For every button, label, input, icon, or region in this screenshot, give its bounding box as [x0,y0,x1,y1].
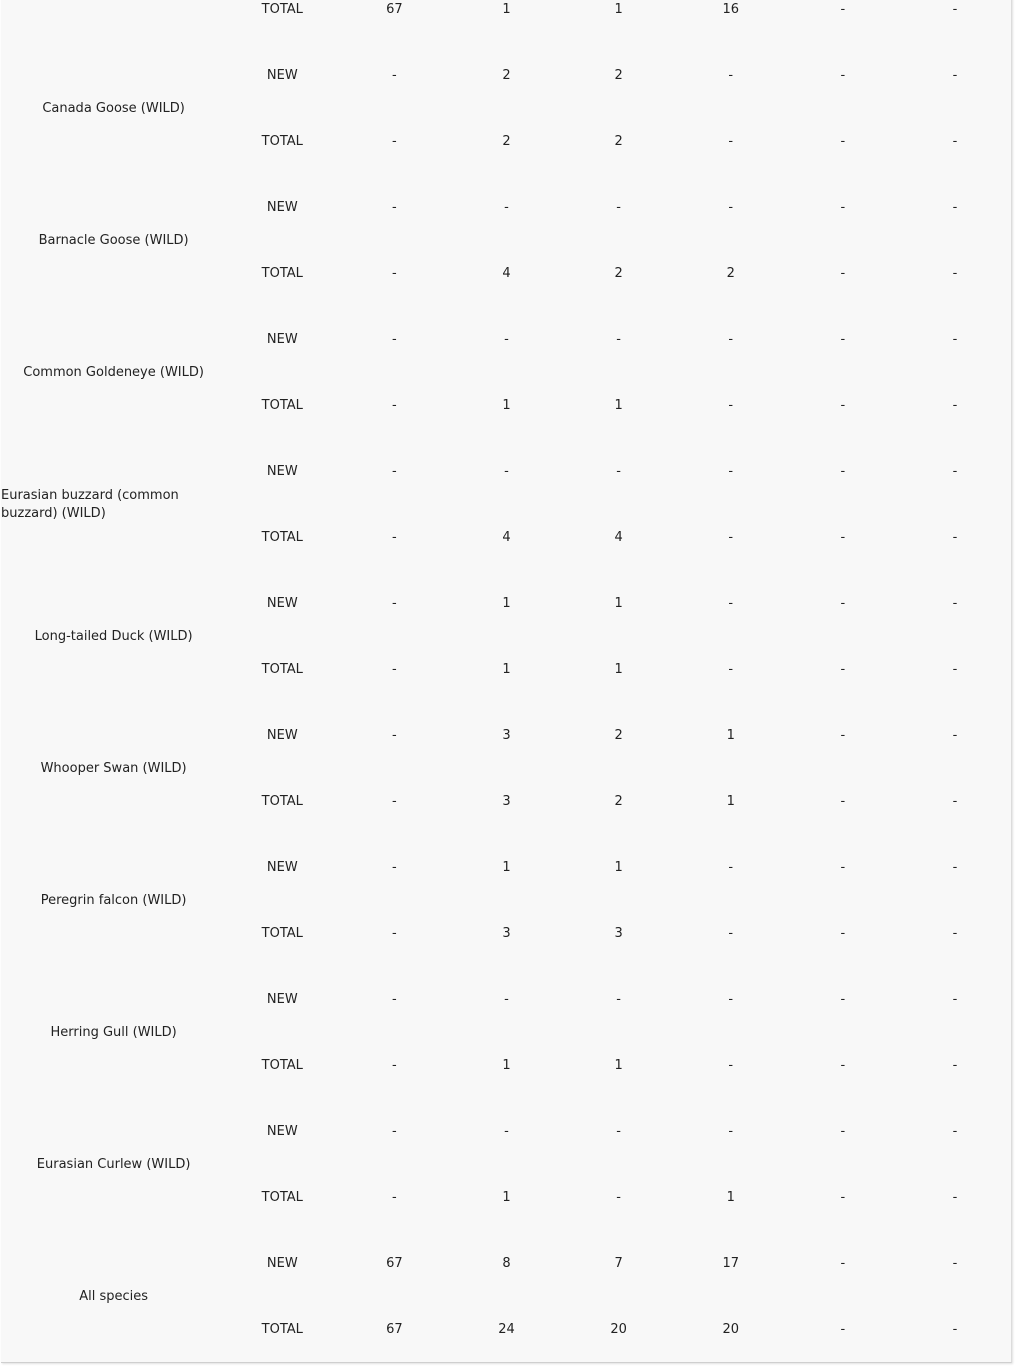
count-cell: 16 [722,2,739,17]
count-cell: - [392,530,397,545]
count-cell: - [616,1190,621,1205]
count-type-label: NEW [266,332,298,347]
table-row [1,835,1011,901]
count-cell: - [392,662,397,677]
count-cell: - [728,662,734,677]
count-cell: - [728,1058,734,1073]
count-cell: 1 [502,1058,511,1073]
table-row [1,0,1011,43]
count-cell: 1 [502,860,511,875]
count-cell: - [728,530,734,545]
count-type-label: TOTAL [261,398,303,413]
species-name: Eurasian Curlew (WILD) [36,1157,191,1172]
count-cell: - [392,1190,397,1205]
count-cell: - [952,1322,958,1337]
count-cell: - [728,992,734,1007]
count-cell: - [840,68,846,83]
count-cell: - [840,1190,846,1205]
count-cell: - [952,794,958,809]
count-cell: - [392,992,397,1007]
count-cell: - [952,1058,958,1073]
count-cell: 1 [502,1190,511,1205]
count-cell: - [392,1124,397,1139]
count-cell: - [840,134,846,149]
count-cell: 4 [614,530,623,545]
count-type-label: TOTAL [261,2,303,17]
count-cell: - [616,200,621,215]
count-cell: 1 [614,2,623,17]
table-row [1,571,1011,637]
count-cell: - [952,332,958,347]
count-cell: 7 [614,1256,623,1271]
species-name: Barnacle Goose (WILD) [38,233,189,248]
count-type-label: NEW [266,464,298,479]
table-row [1,43,1011,109]
count-cell: 3 [502,926,511,941]
count-cell: 17 [722,1256,739,1271]
species-name: Peregrin falcon (WILD) [40,893,187,908]
count-cell: - [840,1124,846,1139]
table-row [1,439,1011,505]
count-cell: 1 [502,2,511,17]
species-name: Canada Goose (WILD) [42,101,185,116]
count-cell: - [952,530,958,545]
count-cell: - [952,134,958,149]
count-cell: - [952,68,958,83]
count-cell: - [392,728,397,743]
count-cell: - [616,1124,621,1139]
count-cell: 3 [614,926,623,941]
count-cell: - [392,398,397,413]
count-cell: - [952,398,958,413]
count-cell: - [952,926,958,941]
count-cell: 1 [726,794,735,809]
count-cell: - [392,200,397,215]
count-cell: - [952,200,958,215]
species-name: Eurasian buzzard (common buzzard) (WILD) [1,488,179,521]
count-cell: - [728,134,734,149]
count-cell: - [504,200,509,215]
count-type-label: NEW [266,68,298,83]
count-type-label: TOTAL [261,662,303,677]
count-type-label: TOTAL [261,530,303,545]
count-cell: - [392,860,397,875]
table-row [1,1099,1011,1165]
count-cell: - [840,662,846,677]
count-type-label: NEW [266,992,298,1007]
count-cell: - [952,728,958,743]
count-cell: - [392,926,397,941]
count-cell: 3 [502,794,511,809]
count-cell: - [952,992,958,1007]
count-cell: 1 [614,1058,623,1073]
table-row [1,307,1011,373]
count-cell: - [392,1058,397,1073]
count-cell: - [952,1124,958,1139]
count-cell: - [840,992,846,1007]
count-cell: 2 [726,266,735,281]
count-cell: 1 [726,1190,735,1205]
count-cell: 67 [386,2,403,17]
count-cell: 3 [502,728,511,743]
count-cell: - [840,926,846,941]
count-cell: - [392,68,397,83]
count-cell: 2 [502,68,511,83]
count-cell: 4 [502,266,511,281]
count-cell: 67 [386,1322,403,1337]
count-cell: - [504,464,509,479]
count-cell: - [952,464,958,479]
count-type-label: TOTAL [261,266,303,281]
count-cell: - [840,530,846,545]
count-cell: 2 [614,728,623,743]
count-cell: - [392,332,397,347]
species-name: Whooper Swan (WILD) [40,761,187,776]
count-type-label: NEW [266,1124,298,1139]
count-cell: - [616,464,621,479]
count-type-label: NEW [266,1256,298,1271]
count-cell: - [840,398,846,413]
count-cell: 1 [502,596,511,611]
count-cell: - [840,2,846,17]
count-type-label: TOTAL [261,1190,303,1205]
count-cell: 4 [502,530,511,545]
count-cell: - [840,860,846,875]
count-cell: 20 [610,1322,627,1337]
count-cell: 8 [502,1256,511,1271]
count-cell: 1 [614,860,623,875]
count-cell: 2 [502,134,511,149]
table-row [1,175,1011,241]
table-row [1,1231,1011,1297]
count-cell: - [504,992,509,1007]
count-cell: - [392,794,397,809]
count-type-label: TOTAL [261,1058,303,1073]
species-name: Long-tailed Duck (WILD) [34,629,193,644]
count-cell: 1 [614,398,623,413]
count-cell: - [840,596,846,611]
count-cell: - [392,596,397,611]
count-cell: - [952,266,958,281]
count-cell: - [840,464,846,479]
count-cell: - [840,794,846,809]
species-report-table [1,0,1011,1363]
count-cell: - [840,1322,846,1337]
count-cell: - [840,1058,846,1073]
count-cell: 67 [386,1256,403,1271]
count-cell: 1 [614,596,623,611]
count-cell: 2 [614,134,623,149]
table-row [1,703,1011,769]
count-cell: 20 [722,1322,739,1337]
count-cell: - [728,596,734,611]
count-type-label: NEW [266,596,298,611]
count-cell: 2 [614,68,623,83]
count-cell: - [952,662,958,677]
count-cell: - [728,332,734,347]
count-cell: - [728,200,734,215]
species-name: Herring Gull (WILD) [50,1025,177,1040]
count-cell: - [952,1256,958,1271]
count-type-label: TOTAL [261,134,303,149]
count-cell: - [840,266,846,281]
count-cell: - [952,860,958,875]
count-cell: - [392,134,397,149]
count-cell: 1 [502,662,511,677]
count-cell: 2 [614,794,623,809]
count-cell: - [504,1124,509,1139]
species-name: Common Goldeneye (WILD) [23,365,204,380]
count-cell: - [952,2,958,17]
count-cell: - [504,332,509,347]
count-cell: - [952,1190,958,1205]
count-cell: - [728,464,734,479]
count-cell: - [616,992,621,1007]
count-cell: 1 [614,662,623,677]
count-cell: - [728,860,734,875]
count-cell: - [392,266,397,281]
count-cell: - [840,332,846,347]
count-cell: - [728,1124,734,1139]
count-cell: 24 [498,1322,515,1337]
count-type-label: TOTAL [261,1322,303,1337]
count-cell: - [840,200,846,215]
count-type-label: TOTAL [261,794,303,809]
count-cell: - [840,1256,846,1271]
count-cell: - [392,464,397,479]
count-cell: - [616,332,621,347]
count-cell: 1 [726,728,735,743]
count-cell: - [728,68,734,83]
count-type-label: NEW [266,728,298,743]
species-name: All species [79,1289,149,1304]
species-name [1,0,226,43]
count-cell: - [728,926,734,941]
table-row [1,967,1011,1033]
count-cell: - [840,728,846,743]
count-cell: - [952,596,958,611]
report-body [1,0,1011,1363]
count-cell: 1 [502,398,511,413]
count-type-label: TOTAL [261,926,303,941]
count-type-label: NEW [266,200,298,215]
count-type-label: NEW [266,860,298,875]
count-cell: - [728,398,734,413]
count-cell: 2 [614,266,623,281]
